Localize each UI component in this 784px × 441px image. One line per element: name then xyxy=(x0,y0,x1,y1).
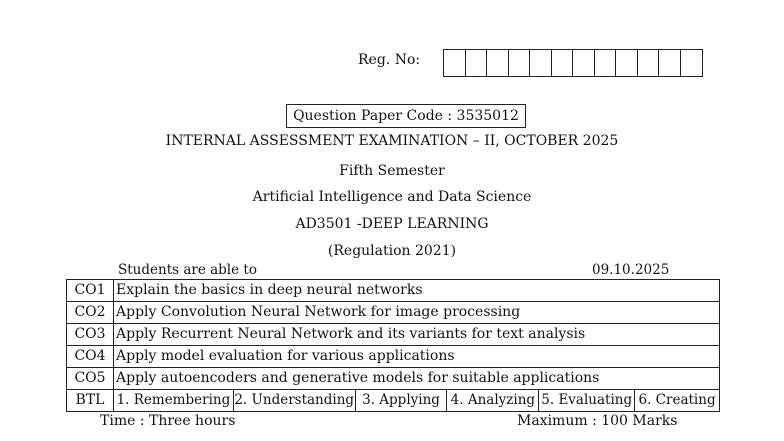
reg-no-boxes[interactable] xyxy=(443,49,703,77)
semester: Fifth Semester xyxy=(339,163,445,179)
reg-no-box[interactable] xyxy=(659,50,681,76)
btl-level: 3. Applying xyxy=(356,390,448,411)
co-description: Explain the basics in deep neural networks xyxy=(114,280,720,302)
co-code: CO2 xyxy=(67,302,114,324)
reg-no-box[interactable] xyxy=(530,50,552,76)
btl-label: BTL xyxy=(67,390,114,412)
reg-no-box[interactable] xyxy=(616,50,638,76)
reg-no-box[interactable] xyxy=(595,50,617,76)
btl-level: 1. Remembering xyxy=(114,390,234,411)
reg-no-box[interactable] xyxy=(638,50,660,76)
table-row xyxy=(67,368,720,390)
exam-duration: Time : Three hours xyxy=(100,413,236,429)
co-code: CO3 xyxy=(67,324,114,346)
co-code: CO4 xyxy=(67,346,114,368)
course-title: AD3501 -DEEP LEARNING xyxy=(295,216,489,232)
btl-level: 2. Understanding xyxy=(234,390,356,411)
outcomes-intro: Students are able to xyxy=(118,262,257,278)
regulation: (Regulation 2021) xyxy=(327,243,457,259)
department: Artificial Intelligence and Data Science xyxy=(252,189,532,205)
reg-no-box[interactable] xyxy=(681,50,703,76)
reg-no-box[interactable] xyxy=(444,50,466,76)
co-code: CO5 xyxy=(67,368,114,390)
reg-no-box[interactable] xyxy=(552,50,574,76)
course-outcomes-table xyxy=(66,279,720,412)
reg-no-box[interactable] xyxy=(487,50,509,76)
co-description: Apply Convolution Neural Network for image processing xyxy=(114,302,720,324)
co-description: Apply Recurrent Neural Network and its variants for text analysis xyxy=(114,324,720,346)
exam-date: 09.10.2025 xyxy=(592,262,670,278)
exam-title: INTERNAL ASSESSMENT EXAMINATION – II, OCTOBER 2025 xyxy=(165,133,619,149)
table-row xyxy=(67,280,720,302)
reg-no-box[interactable] xyxy=(509,50,531,76)
btl-level: 5. Evaluating xyxy=(539,390,635,411)
table-row xyxy=(67,324,720,346)
co-description: Apply autoencoders and generative models for suitable applications xyxy=(114,368,720,390)
btl-row xyxy=(67,390,720,412)
co-code: CO1 xyxy=(67,280,114,302)
table-row xyxy=(67,302,720,324)
btl-level: 4. Analyzing xyxy=(447,390,539,411)
maximum-marks: Maximum : 100 Marks xyxy=(517,413,678,429)
question-paper-code: Question Paper Code : 3535012 xyxy=(286,104,526,128)
btl-level: 6. Creating xyxy=(638,392,716,408)
reg-no-label: Reg. No: xyxy=(358,52,421,68)
reg-no-box[interactable] xyxy=(573,50,595,76)
reg-no-box[interactable] xyxy=(466,50,488,76)
btl-levels xyxy=(114,390,720,412)
co-description: Apply model evaluation for various applications xyxy=(114,346,720,368)
table-row xyxy=(67,346,720,368)
